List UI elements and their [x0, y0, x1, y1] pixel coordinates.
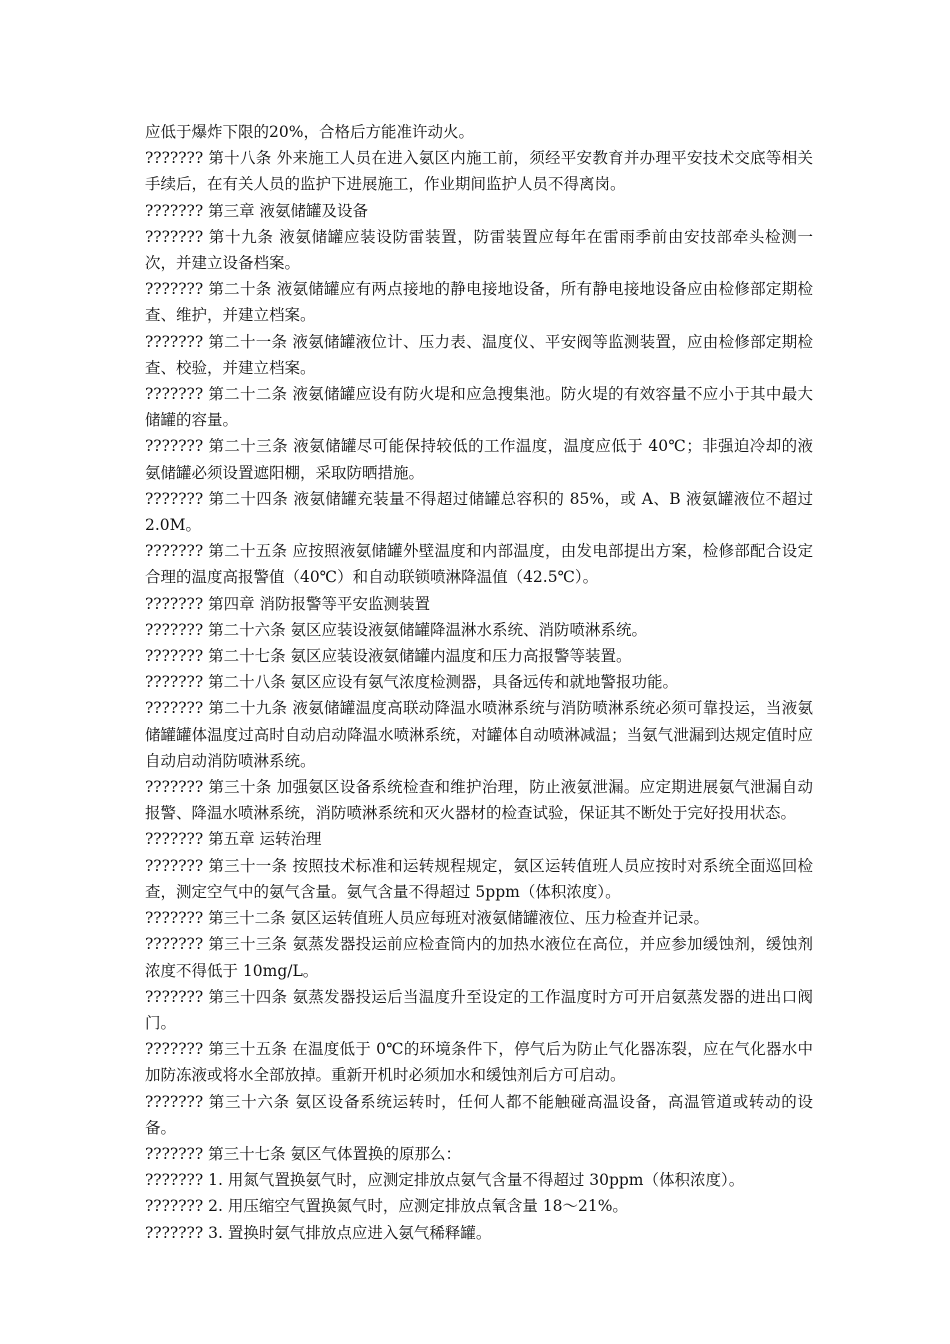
list-item-1: ??????? 1. 用氮气置换氨气时，应测定排放点氨气含量不得超过 30ppm（体积浓度）。: [145, 1171, 745, 1190]
chapter-heading-3: ??????? 第三章 液氨储罐及设备: [145, 201, 369, 220]
paragraph-1: 应低于爆炸下限的20%，合格后方能准许动火。: [145, 123, 474, 141]
paragraph-23: ??????? 第三十六条 氨区设备系统运转时，任何人都不能触碰高温设备，高温管道或转动的设备。: [145, 1092, 813, 1137]
document-body: [145, 119, 813, 1246]
paragraph-22: ??????? 第三十五条 在温度低于 0℃的环境条件下，停气后为防止气化器冻裂，应在气化器水中加防冻液或将水全部放掉。重新开机时必须加水和缓蚀剂后方可启动。: [145, 1040, 813, 1085]
paragraph-19: ??????? 第三十二条 氨区运转值班人员应每班对液氨储罐液位、压力检查并记录。: [145, 909, 710, 928]
paragraph-20: ??????? 第三十三条 氨蒸发器投运前应检查筒内的加热水液位在高位，并应参加缓蚀剂，缓蚀剂浓度不得低于 10mg/L。: [145, 935, 813, 980]
paragraph-16: ??????? 第三十条 加强氨区设备系统检查和维护治理，防止液氨泄漏。应定期进展氨气泄漏自动报警、降温水喷淋系统，消防喷淋系统和灭火器材的检查试验，保证其不断处于完好投用状态。: [145, 778, 813, 823]
chapter-heading-4: ??????? 第四章 消防报警等平安监测装置: [145, 594, 431, 613]
paragraph-9: ??????? 第二十四条 液氨储罐充装量不得超过储罐总容积的 85%，或 A、B 液氨罐液位不超过 2.0M。: [145, 489, 813, 535]
paragraph-2: ??????? 第十八条 外来施工人员在进入氨区内施工前，须经平安教育并办理平安技术交底等相关手续后，在有关人员的监护下进展施工，作业期间监护人员不得离岗。: [145, 149, 813, 194]
paragraph-21: ??????? 第三十四条 氨蒸发器投运后当温度升至设定的工作温度时方可开启氨蒸发器的进出口阀门。: [145, 987, 813, 1032]
paragraph-6: ??????? 第二十一条 液氨储罐液位计、压力表、温度仪、平安阀等监测装置，应由检修部定期检查、校验，并建立档案。: [145, 332, 813, 377]
paragraph-5: ??????? 第二十条 液氨储罐应有两点接地的静电接地设备，所有静电接地设备应由检修部定期检查、维护，并建立档案。: [145, 280, 813, 325]
paragraph-24: ??????? 第三十七条 氨区气体置换的原那么：: [145, 1144, 462, 1163]
paragraph-12: ??????? 第二十六条 氨区应装设液氨储罐降温淋水系统、消防喷淋系统。: [145, 620, 648, 639]
list-item-2: ??????? 2. 用压缩空气置换氮气时，应测定排放点氧含量 18～21%。: [145, 1197, 628, 1216]
paragraph-15: ??????? 第二十九条 液氨储罐温度高联动降温水喷淋系统与消防喷淋系统必须可靠投运，当液氨储罐罐体温度过高时自动启动降温水喷淋系统，对罐体自动喷淋减温；当氨气泄漏到达规定值时应自动启动消防喷淋系统。: [145, 699, 813, 770]
paragraph-4: ??????? 第十九条 液氨储罐应装设防雷装置，防雷装置应每年在雷雨季前由安技部牵头检测一次，并建立设备档案。: [145, 227, 813, 273]
paragraph-14: ??????? 第二十八条 氨区应设有氨气浓度检测器，具备远传和就地警报功能。: [145, 673, 679, 692]
paragraph-10: ??????? 第二十五条 应按照液氨储罐外壁温度和内部温度，由发电部提出方案，检修部配合设定合理的温度高报警值（40℃）和自动联锁喷淋降温值（42.5℃）。: [145, 542, 813, 587]
paragraph-8: ??????? 第二十三条 液氨储罐尽可能保持较低的工作温度，温度应低于 40℃；非强迫冷却的液氨储罐必须设置遮阳棚，采取防晒措施。: [145, 437, 813, 482]
paragraph-7: ??????? 第二十二条 液氨储罐应设有防火堤和应急搜集池。防火堤的有效容量不应小于其中最大储罐的容量。: [145, 385, 813, 430]
list-item-3: ??????? 3. 置换时氨气排放点应进入氨气稀释罐。: [145, 1223, 492, 1242]
paragraph-13: ??????? 第二十七条 氨区应装设液氨储罐内温度和压力高报警等装置。: [145, 647, 632, 666]
chapter-heading-5: ??????? 第五章 运转治理: [145, 830, 322, 849]
paragraph-18: ??????? 第三十一条 按照技术标准和运转规程规定，氨区运转值班人员应按时对系统全面巡回检查，测定空气中的氨气含量。氨气含量不得超过 5ppm（体积浓度）。: [145, 856, 813, 901]
